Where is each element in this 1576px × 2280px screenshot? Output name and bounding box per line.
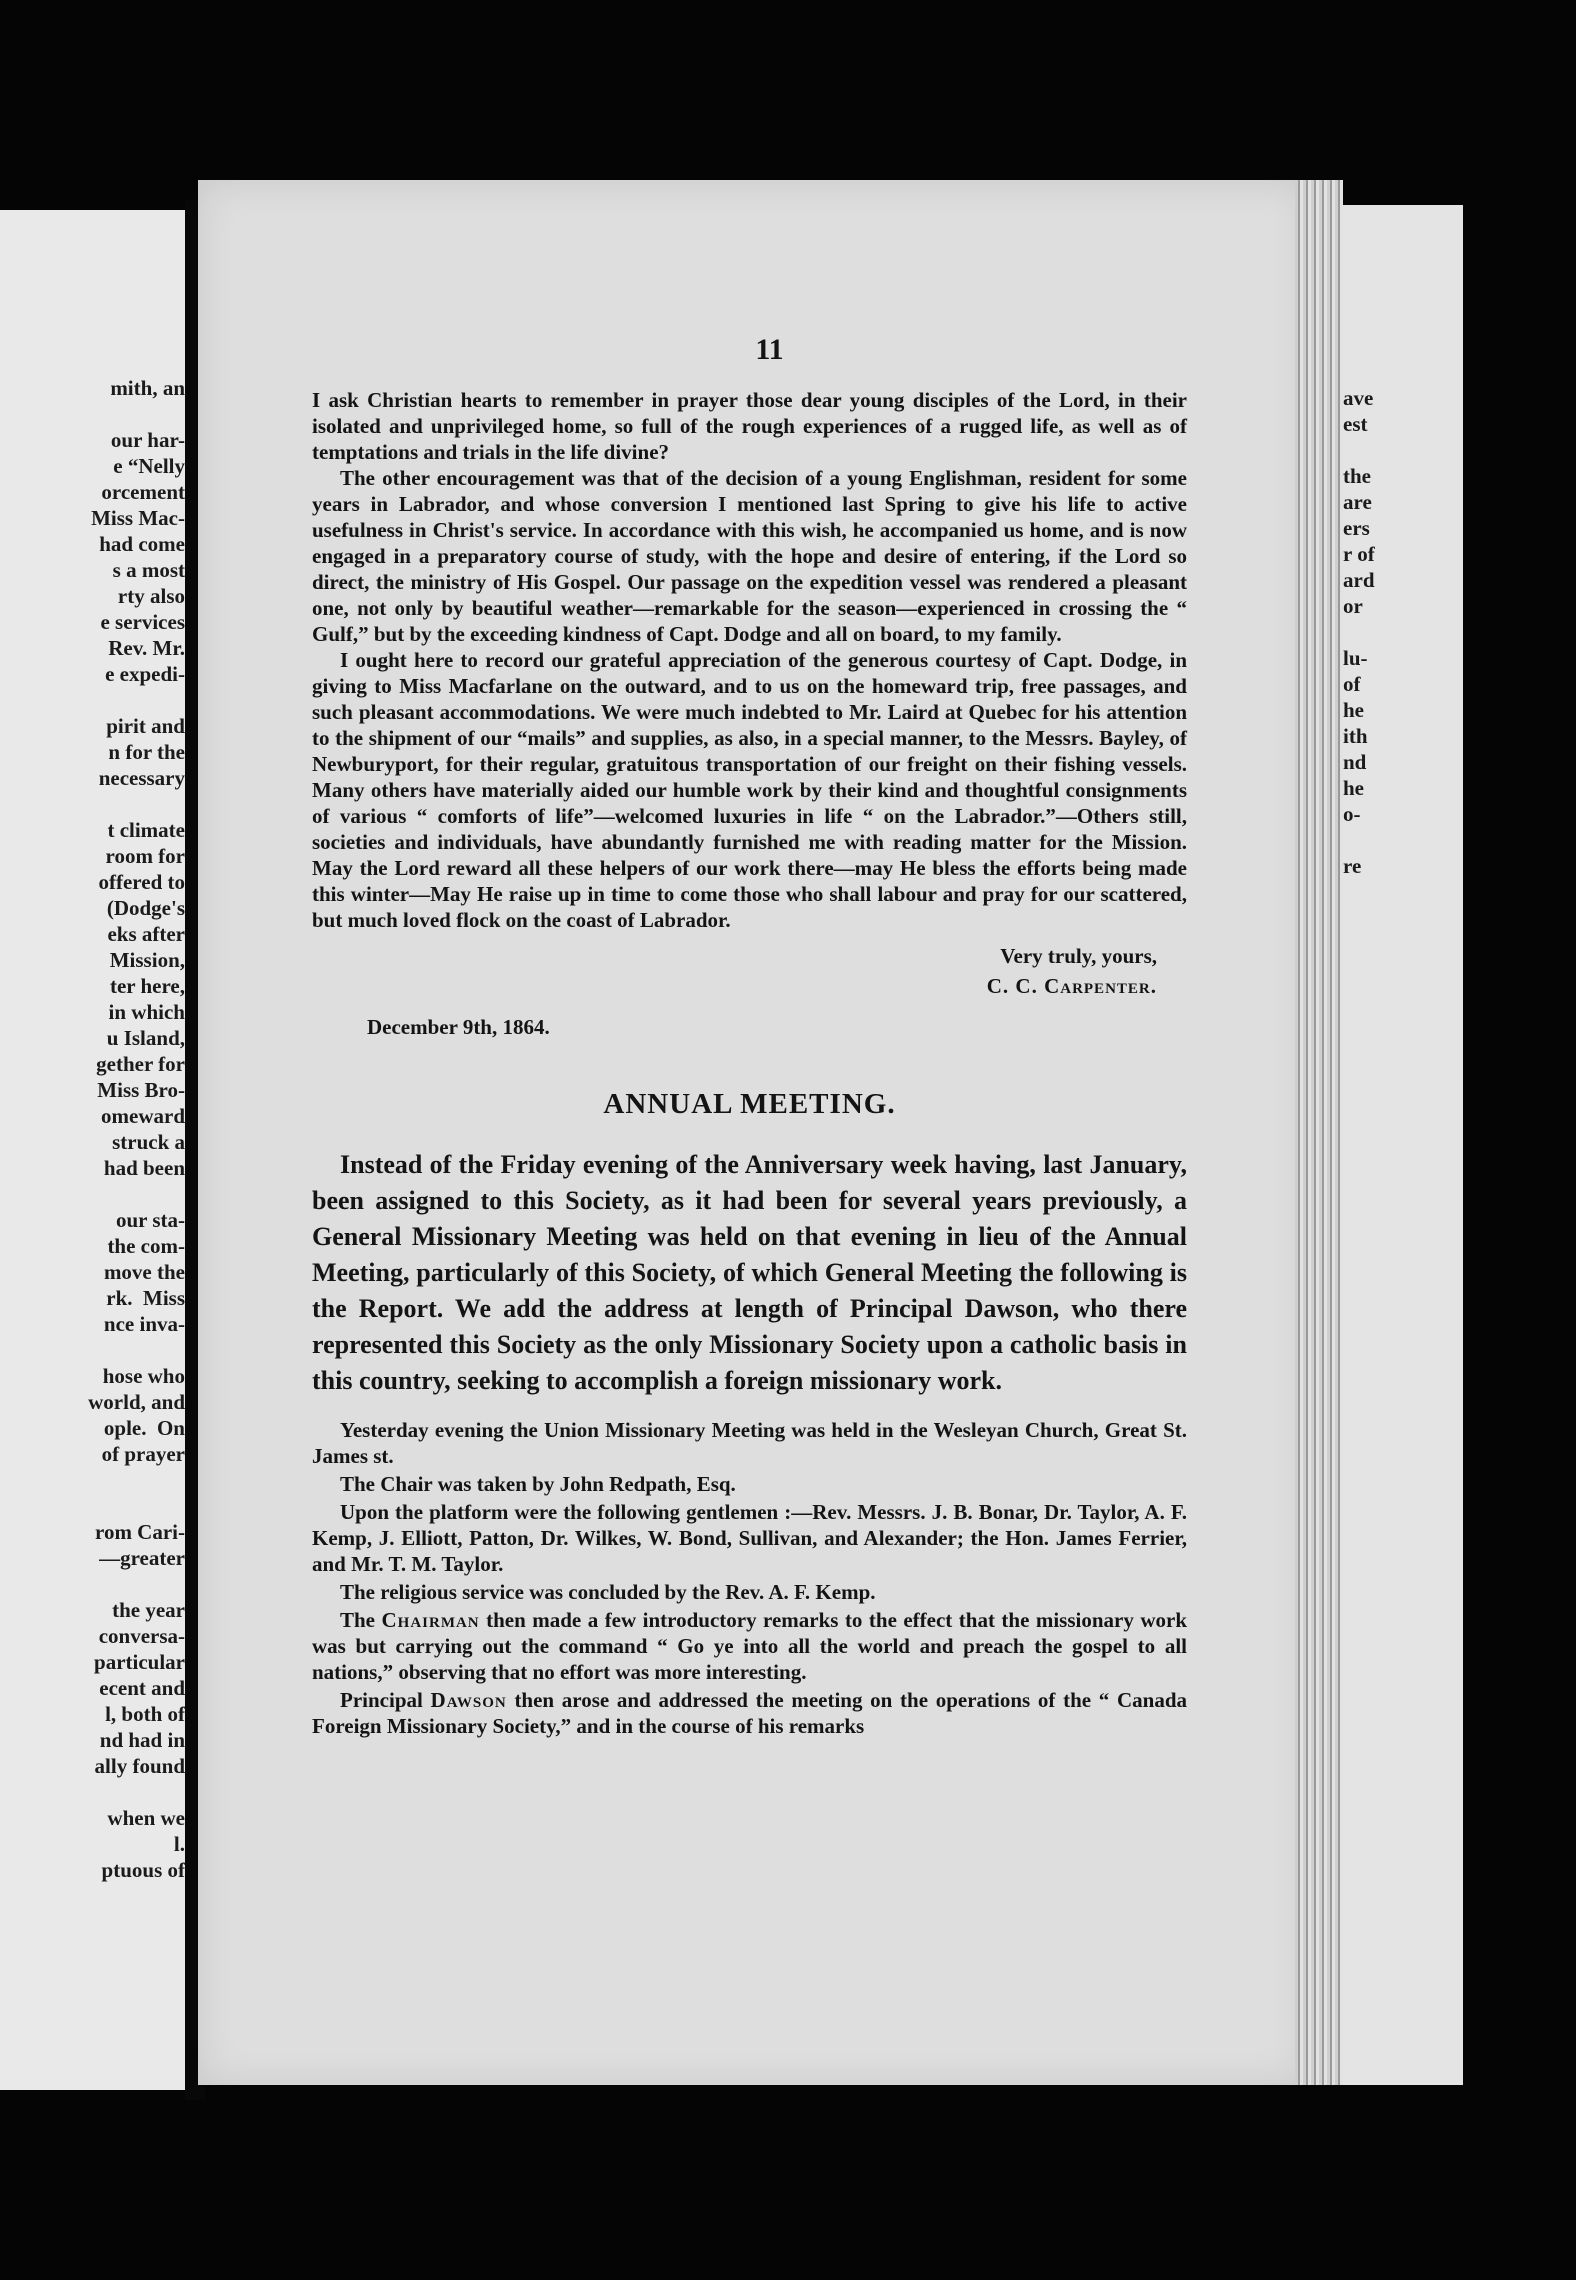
fragment-line: had come (99, 532, 185, 556)
fragment-line (1343, 619, 1375, 645)
letter-signoff (312, 941, 1187, 1001)
fragment-line: our sta- (115, 1208, 185, 1232)
letter-paragraph: The other encouragement was that of the decision of a young Englishman, resident for some years in Labrador, and whose conversion I mentioned last Spring to give his life to active usefulness in Christ's service. In accordance with this wish, he accompanied us home, and is now engaged in a preparatory course of study, with the hope and desire of entering, if the Lord so direct, the ministry of His Gospel. Our passage on the expedition vessel was rendered a pleasant one, not only by beautiful weather—remarkable for the season—experienced in crossing the “ Gulf,” but by the exceeding kindness of Capt. Dodge and all on board, to my family. (312, 466, 1187, 646)
report-paragraph: The religious service was concluded by the Rev. A. F. Kemp. (340, 1580, 876, 1604)
fragment-line: in which (108, 1000, 185, 1024)
fragment-line: ave (1343, 386, 1374, 410)
report-paragraph-chairman (312, 1607, 1187, 1685)
facing-page-left (0, 210, 185, 2090)
section-heading: ANNUAL MEETING. (603, 1088, 896, 1120)
fragment-line: l, both of (105, 1702, 185, 1726)
fragment-line (5, 1337, 185, 1363)
letter-date: December 9th, 1864. (367, 1015, 550, 1039)
letter-paragraph: I ask Christian hearts to remember in prayer those dear young disciples of the Lord, in their isolated and unprivileged home, so full of the rough experiences of a rugged life, as well as of temptations and trials in the life divine? (312, 388, 1187, 464)
fragment-line: ecent and (99, 1676, 185, 1700)
fragment-line: pirit and (106, 714, 185, 738)
report-paragraph: The Chair was taken by John Redpath, Esq. (340, 1472, 736, 1496)
fragment-line: orcement (101, 480, 185, 504)
fragment-line: —greater (99, 1546, 185, 1570)
fragment-line: hose who (102, 1364, 185, 1388)
fragment-line: Miss Bro- (97, 1078, 185, 1102)
fragment-line: particular (94, 1650, 185, 1674)
fragment-line: the com- (107, 1234, 185, 1258)
fragment-line: necessary (98, 766, 185, 790)
fragment-line: e services (100, 610, 185, 634)
fragment-line: rty also (117, 584, 185, 608)
fragment-line: room for (105, 844, 185, 868)
page-edges (1295, 180, 1343, 2085)
fragment-line: are (1343, 490, 1372, 514)
fragment-line: conversa- (98, 1624, 185, 1648)
fragment-line: ptuous of (101, 1858, 185, 1882)
fragment-line: struck a (112, 1130, 185, 1154)
fragment-line: rk. Miss (106, 1286, 185, 1310)
fragment-line (5, 1493, 185, 1519)
fragment-line: nce inva- (103, 1312, 185, 1336)
fragment-line: or (1343, 594, 1363, 618)
fragment-line: mith, an (110, 376, 185, 400)
fragment-line: he (1343, 776, 1364, 800)
dawson-name: Dawson (430, 1688, 507, 1712)
fragment-line: ally found (94, 1754, 185, 1778)
fragment-line: o- (1343, 802, 1361, 826)
fragment-line: ter here, (109, 974, 185, 998)
fragment-line: Miss Mac- (91, 506, 185, 530)
report-paragraph: Upon the platform were the following gentlemen :—Rev. Messrs. J. B. Bonar, Dr. Taylor, A. F. Kemp, J. Elliott, Patton, Dr. Wilkes, W. Bond, Sullivan, and Alexander; the Hon. James Ferrier, and Mr. T. M. Taylor. (312, 1500, 1187, 1576)
report-paragraph-dawson (312, 1687, 1187, 1739)
fragment-line: (Dodge's (106, 896, 185, 920)
dawson-prefix: Principal (340, 1688, 423, 1712)
meeting-report (312, 1417, 1187, 1739)
fragment-line: offered to (98, 870, 185, 894)
fragment-line: ers (1343, 516, 1370, 540)
fragment-line: our har- (105, 428, 185, 452)
fragment-line: of (1343, 672, 1361, 696)
fragment-line (5, 791, 185, 817)
fragment-line (5, 401, 185, 427)
fragment-line: Rev. Mr. (108, 636, 185, 660)
fragment-line: r of (1343, 542, 1375, 566)
dawson-remarks: then arose and addressed the meeting on the operations of the “ Canada Foreign Missionary Society,” and in the course of his remarks (312, 1688, 1188, 1738)
fragment-line: nd (1343, 750, 1367, 774)
right-page-text-fragments (1343, 385, 1375, 879)
fragment-line: when we (107, 1806, 185, 1830)
fragment-line: omeward (101, 1104, 185, 1128)
fragment-line: s a most (112, 558, 185, 582)
fragment-line: he (1343, 698, 1364, 722)
fragment-line (5, 1467, 185, 1493)
fragment-line: nd had in (99, 1728, 185, 1752)
fragment-line: re (1343, 854, 1362, 878)
chairman-name: Chairman (381, 1608, 480, 1632)
fragment-line: e expedi- (105, 662, 185, 686)
fragment-line: est (1343, 412, 1368, 436)
page-number: 11 (755, 333, 784, 366)
fragment-line: the (1343, 464, 1371, 488)
fragment-line: Mission, (109, 948, 185, 972)
fragment-line: rom Cari- (95, 1520, 185, 1544)
fragment-line: ith (1343, 724, 1368, 748)
fragment-line: n for the (108, 740, 185, 764)
fragment-line: ople. On (103, 1416, 185, 1440)
fragment-line: t climate (107, 818, 185, 842)
fragment-line (5, 687, 185, 713)
left-page-text-fragments (5, 375, 185, 1883)
facing-page-right (1343, 205, 1463, 2085)
closing-line: Very truly, yours, (1000, 944, 1157, 968)
fragment-line: u Island, (106, 1026, 185, 1050)
lead-paragraph: Instead of the Friday evening of the Anniversary week having, last January, been assigned to this Society, as it had been for several years previously, a General Missionary Meeting was held on that evening in lieu of the Annual Meeting, particularly of this Society, of which General Meeting the following is the Report. We add the address at length of Principal Dawson, who there represented this Society as the only Missionary Society upon a catholic basis in this country, seeking to accomplish a foreign missionary work. (312, 1150, 1187, 1395)
fragment-line: gether for (96, 1052, 185, 1076)
page-content (312, 333, 1187, 1739)
fragment-line (1343, 827, 1375, 853)
signature: C. C. Carpenter. (986, 974, 1157, 998)
fragment-line (1343, 437, 1375, 463)
fragment-line: of prayer (101, 1442, 185, 1466)
fragment-line: the year (112, 1598, 185, 1622)
chairman-remarks: then made a few introductory remarks to the effect that the missionary work was but carrying out the command “ Go ye into all the world and preach the gospel to all nations,” observing that no effort was more interesting. (312, 1608, 1187, 1684)
fragment-line: eks after (107, 922, 185, 946)
fragment-line: l. (173, 1832, 185, 1856)
fragment-line (5, 1571, 185, 1597)
fragment-line (5, 1779, 185, 1805)
fragment-line: had been (103, 1156, 185, 1180)
report-paragraph: Yesterday evening the Union Missionary Meeting was held in the Wesleyan Church, Great St. James st. (312, 1418, 1187, 1468)
fragment-line: e “Nelly (113, 454, 185, 478)
fragment-line (5, 1181, 185, 1207)
fragment-line: world, and (88, 1390, 185, 1414)
fragment-line: lu- (1343, 646, 1368, 670)
chairman-prefix: The (340, 1608, 376, 1632)
fragment-line: move the (103, 1260, 185, 1284)
letter-body (312, 387, 1187, 933)
fragment-line: ard (1343, 568, 1375, 592)
letter-paragraph: I ought here to record our grateful appreciation of the generous courtesy of Capt. Dodge, in giving to Miss Macfarlane on the outward, and to us on the homeward trip, free passages, and such pleasant accommodations. We were much indebted to Mr. Laird at Quebec for his attention to the shipment of our “mails” and supplies, as also, in a special manner, to the Messrs. Bayley, of Newburyport, for their regular, gratuitous transportation of our freight on their fishing vessels. Many others have materially aided our humble work by their kind and thoughtful consignments of various “ comforts of life”—welcomed luxuries in life “ on the Labrador.”—Others still, societies and individuals, have abundantly furnished me with reading matter for the Mission. May the Lord reward all these helpers of our work there—may He bless the efforts being made this winter—May He raise up in time to come those who shall labour and pray for our scattered, but much loved flock on the coast of Labrador. (312, 648, 1187, 932)
